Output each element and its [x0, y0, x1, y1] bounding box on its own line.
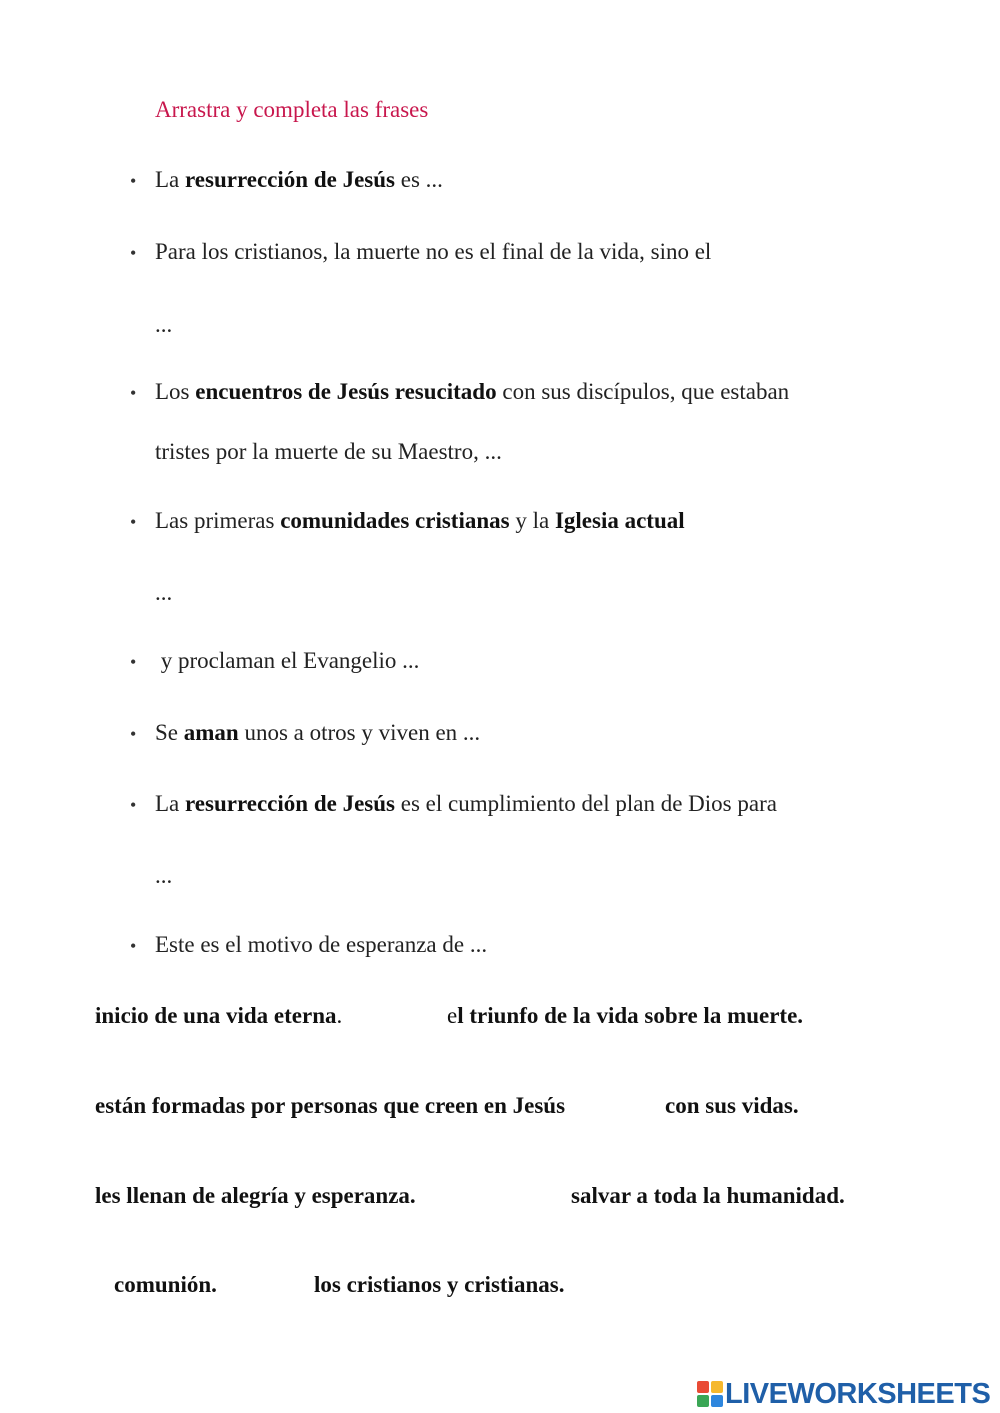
sentence-text: La: [155, 167, 186, 192]
bullet-icon: •: [130, 171, 137, 191]
sentence-bold: comunidades cristianas: [280, 508, 510, 533]
sentence-5-drop-zone[interactable]: y proclaman el Evangelio ...: [155, 648, 420, 673]
sentence-text: es el cumplimiento del plan de Dios para: [394, 791, 777, 816]
bullet-icon: •: [130, 512, 137, 532]
sentence-8-drop-zone[interactable]: Este es el motivo de esperanza de ...: [155, 932, 488, 957]
sentence-bold: Iglesia actual: [554, 508, 685, 533]
sentence-text: Las primeras: [155, 508, 281, 533]
bullet-icon: •: [130, 652, 137, 672]
bullet-icon: •: [130, 383, 137, 403]
answer-chip[interactable]: les llenan de alegría y esperanza.: [95, 1183, 416, 1208]
sentence-4-line-1: [155, 507, 685, 535]
sentence-3-drop-zone[interactable]: tristes por la muerte de su Maestro, ...: [155, 439, 502, 464]
sentence-4-drop-zone[interactable]: ...: [155, 580, 173, 605]
logo-tiles-icon: [697, 1381, 723, 1407]
sentence-2-drop-zone[interactable]: ...: [155, 312, 173, 337]
sentence-bold: encuentros de Jesús resucitado: [195, 379, 497, 404]
sentence-text: es ...: [394, 167, 443, 192]
answer-chip-punctuation: .: [336, 1003, 343, 1028]
answer-chip-label: inicio de una vida eterna: [95, 1003, 337, 1028]
answer-chip-label: l triunfo de la vida sobre la muerte.: [457, 1003, 804, 1028]
sentence-text: Los: [155, 379, 196, 404]
sentence-text: Se: [155, 720, 184, 745]
sentence-7-line-1: [155, 790, 777, 818]
bullet-icon: •: [130, 795, 137, 815]
sentence-text: La: [155, 791, 186, 816]
bullet-icon: •: [130, 243, 137, 263]
sentence-2-line-1: Para los cristianos, la muerte no es el final de la vida, sino el: [155, 239, 712, 264]
answer-chip[interactable]: comunión.: [114, 1272, 217, 1297]
sentence-bold: resurrección de Jesús: [185, 791, 395, 816]
bullet-icon: •: [130, 724, 137, 744]
answer-chip[interactable]: están formadas por personas que creen en Jesús: [95, 1093, 566, 1118]
sentence-7-drop-zone[interactable]: ...: [155, 863, 173, 888]
sentence-text: y la: [509, 508, 555, 533]
sentence-text: con sus discípulos, que estaban: [496, 379, 790, 404]
sentence-1: [155, 166, 443, 194]
answer-chip[interactable]: [95, 1002, 342, 1030]
worksheet-title: Arrastra y completa las frases: [155, 97, 429, 122]
sentence-3-line-1: [155, 378, 789, 406]
sentence-text: unos a otros y viven en ...: [238, 720, 481, 745]
answer-chip-prefix: e: [447, 1003, 458, 1028]
answer-chip[interactable]: [447, 1002, 803, 1030]
sentence-6-drop-zone[interactable]: [155, 719, 480, 747]
answer-chip[interactable]: salvar a toda la humanidad.: [571, 1183, 845, 1208]
liveworksheets-logo: [697, 1378, 990, 1410]
logo-brand-text: LIVEWORKSHEETS: [725, 1377, 991, 1410]
sentence-bold: resurrección de Jesús: [185, 167, 395, 192]
answer-chip[interactable]: con sus vidas.: [665, 1093, 799, 1118]
bullet-icon: •: [130, 936, 137, 956]
sentence-bold: aman: [183, 720, 239, 745]
answer-chip[interactable]: los cristianos y cristianas.: [314, 1272, 565, 1297]
